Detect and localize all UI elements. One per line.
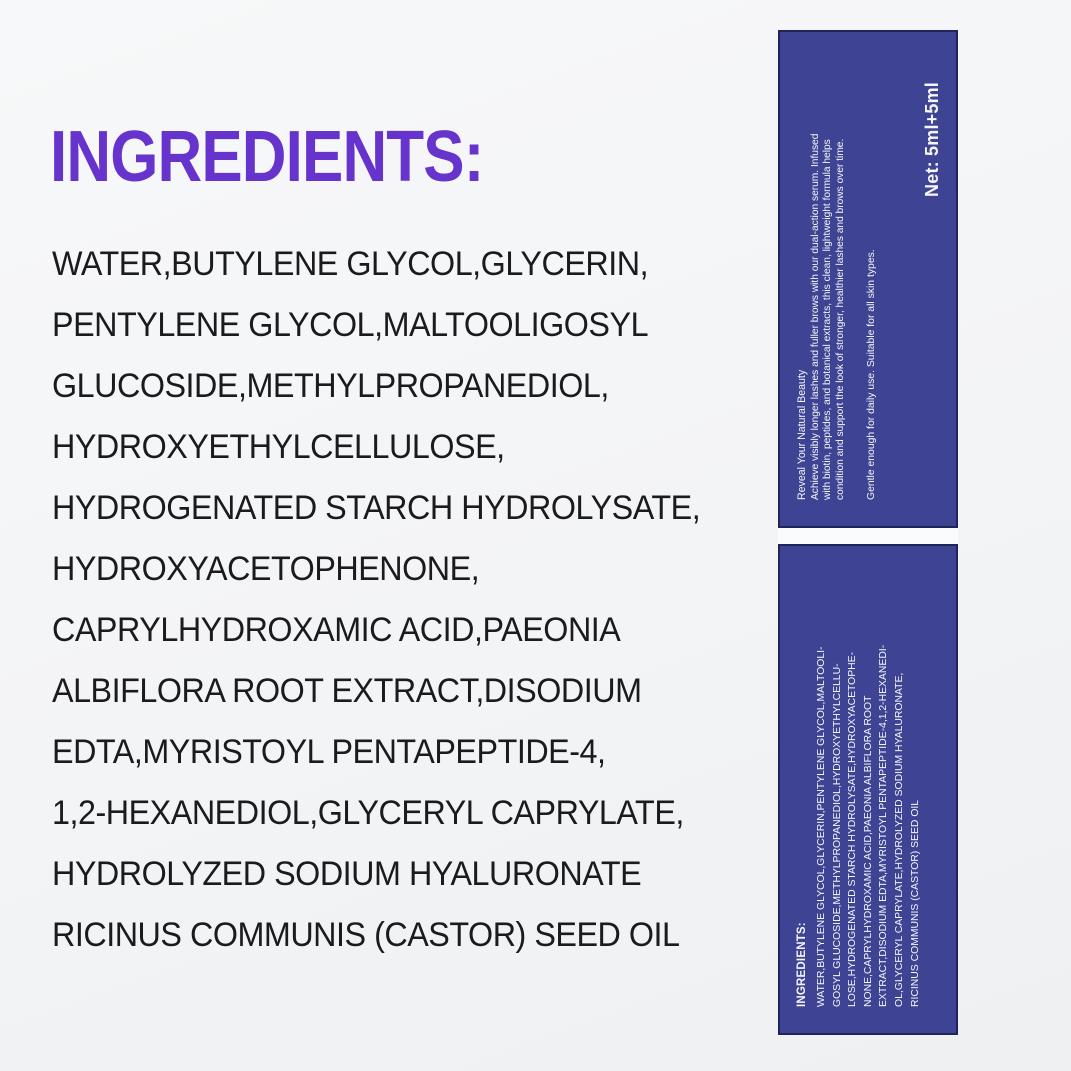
panel-ingredient-line: LOSE,HYDROGENATED STARCH HYDROLYSATE,HYDROXYACETOPHE- <box>847 651 859 1007</box>
usage-text: Gentle enough for daily use. Suitable for all skin types. <box>865 249 877 500</box>
box-bottom-panel-rotated-text <box>780 546 956 1033</box>
ingredient-line: 1,2-HEXANEDIOL,GLYCERYL CAPRYLATE, <box>52 794 684 832</box>
ingredients-heading: INGREDIENTS: <box>50 117 484 197</box>
ingredient-line: HYDROXYACETOPHENONE, <box>52 550 480 588</box>
ingredients-list <box>52 234 700 966</box>
net-weight-text: Net: 5ml+5ml <box>922 82 942 197</box>
ingredient-line: ALBIFLORA ROOT EXTRACT,DISODIUM <box>52 672 642 710</box>
ingredient-line: CAPRYLHYDROXAMIC ACID,PAEONIA <box>52 611 621 649</box>
ingredient-line: WATER,BUTYLENE GLYCOL,GLYCERIN, <box>52 245 649 283</box>
ingredient-line: EDTA,MYRISTOYL PENTAPEPTIDE-4, <box>52 733 606 771</box>
box-top-panel <box>778 30 958 528</box>
panel-ingredients-label: INGREDIENTS: <box>796 922 808 1007</box>
ingredient-line: HYDROLYZED SODIUM HYALURONATE <box>52 855 642 893</box>
ingredient-line: GLUCOSIDE,METHYLPROPANEDIOL, <box>52 367 609 405</box>
box-divider <box>778 528 958 544</box>
box-bottom-panel <box>778 544 958 1035</box>
panel-ingredient-line: EXTRACT,DISODIUM EDTA,MYRISTOYL PENTAPEPTIDE-4,1,2-HEXANEDI- <box>878 644 890 1007</box>
box-top-panel-rotated-text <box>780 32 956 526</box>
panel-ingredient-line: NONE,CAPRYLHYDROXAMIC ACID,PAEONIA ALBIFLORA ROOT <box>862 695 874 1007</box>
product-box-side-panel <box>778 30 958 1035</box>
description-line: with biotin, peptides, and botanical extracts, this clean, lightweight formula helps <box>822 139 834 500</box>
panel-ingredient-line: RICINUS COMMUNIS (CASTOR) SEED OIL <box>909 799 921 1007</box>
panel-ingredient-line: OL,GLYCERYL CAPRYLATE,HYDROLYZED SODIUM HYALURONATE, <box>893 672 905 1007</box>
ingredient-line: HYDROGENATED STARCH HYDROLYSATE, <box>52 489 701 527</box>
ingredient-line: RICINUS COMMUNIS (CASTOR) SEED OIL <box>52 916 680 954</box>
tagline-text: Reveal Your Natural Beauty <box>796 369 808 500</box>
panel-ingredient-line: WATER,BUTYLENE GLYCOL,GLYCERIN,PENTYLENE GLYCOL,MALTOOLI- <box>816 646 827 1007</box>
ingredient-line: HYDROXYETHYLCELLULOSE, <box>52 428 505 466</box>
ingredient-line: PENTYLENE GLYCOL,MALTOOLIGOSYL <box>52 306 649 344</box>
description-line: Achieve visibly longer lashes and fuller brows with our dual-action serum. Infused <box>809 133 821 500</box>
panel-ingredient-line: GOSYL GLUCOSIDE,METHYLPROPANEDIOL,HYDROXYETHYLCELLU- <box>831 663 843 1007</box>
description-line: condition and support the look of stronger, healthier lashes and brows over time. <box>835 138 847 500</box>
